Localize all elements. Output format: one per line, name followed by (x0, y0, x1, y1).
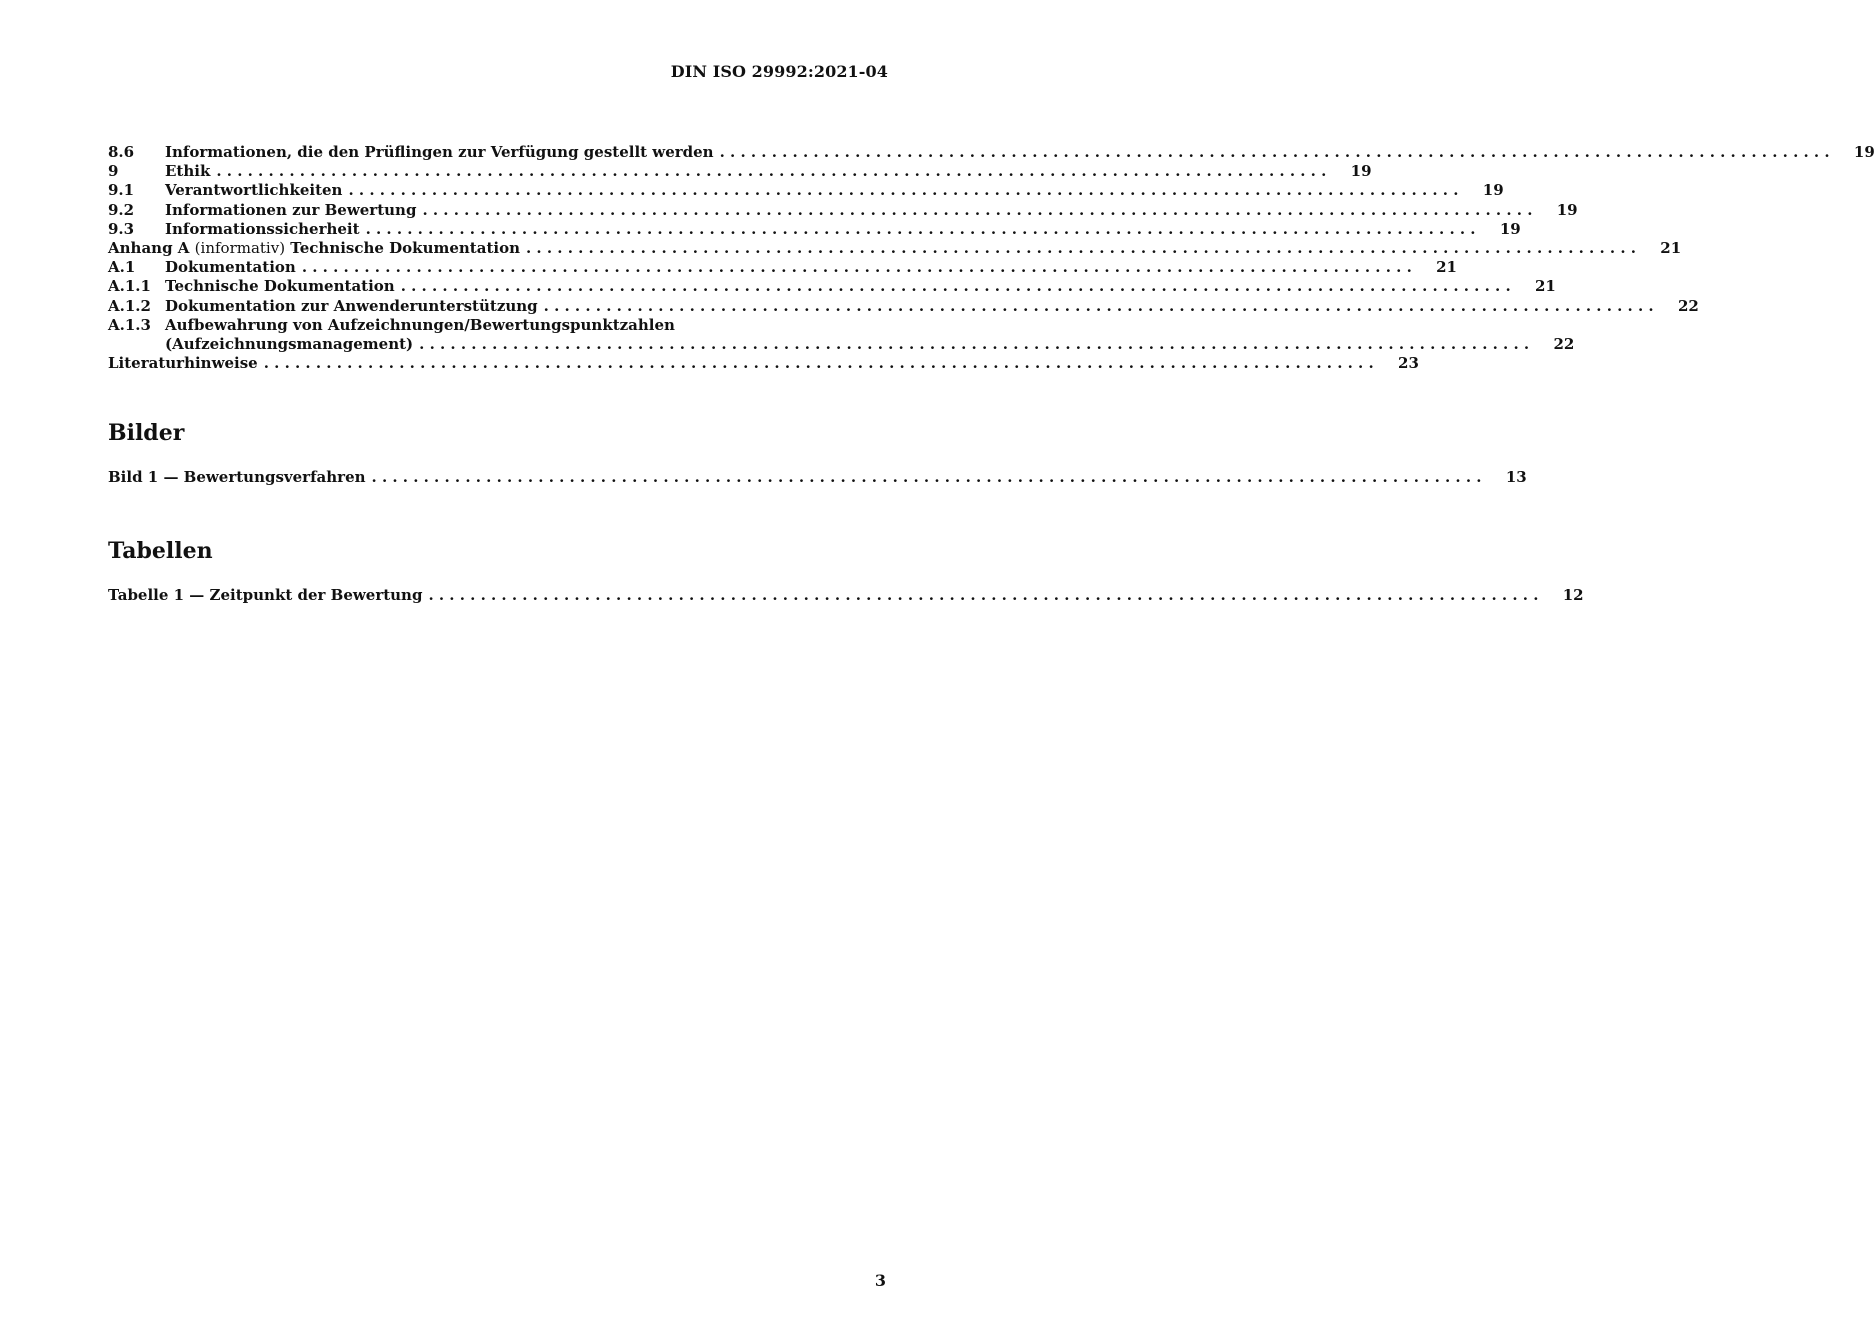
toc-entry-a-1-3[interactable] (108, 316, 886, 335)
figure-entry-title: Bild 1 — Bewertungsverfahren (108, 468, 366, 486)
toc-leader-dots: ........................................................................................................... (422, 200, 1538, 219)
toc-entry-page: 23 (1398, 354, 1419, 373)
toc-entry-a-1[interactable] (108, 258, 1457, 277)
toc-entry-title: Dokumentation (165, 258, 296, 277)
toc-leader-dots: ........................................................................................................... (365, 219, 1481, 238)
toc-leader-dots: ........................................................................................................... (301, 258, 1417, 277)
table-entry-1[interactable] (108, 586, 1584, 605)
toc-entry-number: 8.6 (108, 143, 135, 161)
table-entry-page: 12 (1562, 586, 1584, 604)
toc-entry-page: 21 (1660, 238, 1682, 257)
toc-entry-page: 22 (1553, 334, 1575, 353)
annex-qualifier: (informativ) (194, 238, 286, 257)
toc-entry-number: A.1 (108, 258, 136, 277)
toc-entry-9-3[interactable] (108, 219, 1521, 239)
toc-entry-title: Informationen zur Bewertung (165, 200, 417, 219)
table-entry-title: Tabelle 1 — Zeitpunkt der Bewertung (108, 586, 423, 604)
toc-entry-page: 21 (1436, 258, 1457, 277)
toc-entry-title: Literaturhinweise (108, 354, 258, 373)
toc-leader-dots: ........................................................................................................... (263, 354, 1379, 373)
toc-entry-annex-a[interactable] (108, 238, 1682, 258)
toc-entry-page: 19 (1499, 219, 1521, 238)
toc-entry-a-1-2[interactable] (108, 296, 1699, 316)
toc-entry-title: Informationen, die den Prüflingen zur Verfügung gestellt werden (165, 143, 714, 161)
toc-entry-number: 9 (108, 162, 119, 181)
annex-title: Technische Dokumentation (290, 238, 520, 257)
toc-entry-9-2[interactable] (108, 200, 1578, 220)
toc-entry-9-1[interactable] (108, 181, 1504, 200)
figures-heading: Bilder (108, 420, 185, 446)
toc-entry-page: 19 (1350, 162, 1372, 181)
toc-entry-page: 19 (1556, 200, 1578, 219)
toc-entry-title: Informationssicherheit (165, 219, 360, 238)
toc-leader-dots: ........................................................................................................... (400, 277, 1516, 296)
toc-entry-page: 19 (1482, 181, 1504, 200)
toc-annex-title (108, 239, 526, 258)
toc-leader-dots: ........................................................................................................... (526, 238, 1642, 257)
toc-entry-number: 9.3 (108, 219, 135, 238)
figure-entry-1[interactable] (108, 468, 1527, 487)
toc-leader-dots: ........................................................................................................... (543, 296, 1659, 315)
toc-entry-a-1-3-continued[interactable] (108, 334, 1575, 354)
toc-leader-dots: ........................................................................................................... (428, 586, 1544, 604)
toc-entry-8-6[interactable] (108, 143, 1875, 162)
toc-entry-number: 9.1 (108, 181, 135, 200)
toc-entry-number: 9.2 (108, 200, 135, 219)
page-number: 3 (874, 1271, 886, 1290)
figure-entry-page: 13 (1505, 468, 1527, 486)
figures-list (108, 468, 1527, 487)
toc-leader-dots: ........................................................................................................... (419, 334, 1535, 353)
toc-leader-dots: ........................................................................................................... (371, 468, 1487, 486)
toc-entry-title: Verantwortlichkeiten (165, 181, 343, 200)
toc-entry-number: A.1.2 (108, 296, 151, 315)
toc-entry-title-line1: Aufbewahrung von Aufzeichnungen/Bewertungspunktzahlen (165, 315, 675, 334)
toc-entry-number: A.1.3 (108, 315, 151, 334)
toc-entry-title: Technische Dokumentation (165, 277, 395, 296)
toc-entry-page: 21 (1535, 277, 1556, 296)
toc-entry-a-1-1[interactable] (108, 277, 1556, 296)
document-standard-id: DIN ISO 29992:2021-04 (670, 62, 888, 81)
toc-entry-9[interactable] (108, 162, 1372, 181)
toc-leader-dots: ........................................................................................................... (216, 162, 1332, 181)
toc-entry-number: A.1.1 (108, 277, 151, 296)
toc-entry-title: Dokumentation zur Anwenderunterstützung (165, 296, 538, 315)
toc-entry-page: 19 (1853, 143, 1875, 161)
tables-list (108, 586, 1584, 605)
toc-entry-title-line2: (Aufzeichnungsmanagement) (165, 334, 414, 353)
toc-entry-title: Ethik (165, 162, 211, 181)
toc-leader-dots: ........................................................................................................... (719, 143, 1835, 161)
tables-heading: Tabellen (108, 538, 213, 564)
toc-leader-dots: ........................................................................................................... (348, 181, 1464, 200)
toc-entry-bibliography[interactable] (108, 354, 1419, 373)
table-of-contents (108, 143, 1875, 373)
toc-entry-page: 22 (1677, 296, 1699, 315)
annex-label: Anhang A (108, 238, 190, 257)
